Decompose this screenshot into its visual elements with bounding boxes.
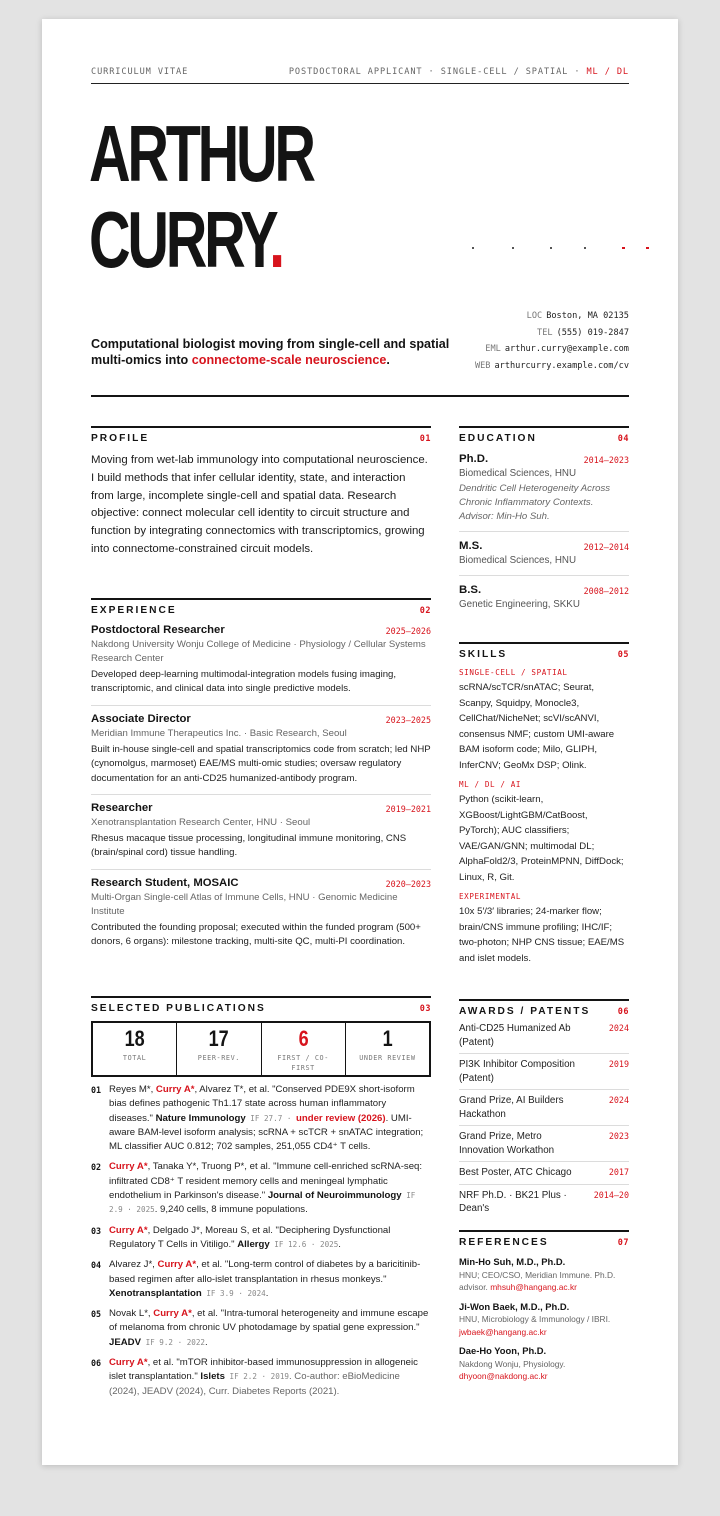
job-org: Meridian Immune Therapeutics Inc. · Basic Research, Seoul: [91, 727, 347, 739]
job-org: Xenotransplantation Research Center, HNU · Seoul: [91, 817, 311, 829]
award-item: NRF Ph.D. · BK21 Plus · Dean's 2014–20: [459, 1189, 629, 1214]
job-org: Nakdong University Wonju College of Medicine · Physiology / Cellular Systems Research Center: [91, 639, 426, 664]
journal-name: Xenotransplantation: [109, 1287, 202, 1299]
profile-text: Moving from wet-lab immunology into computational neuroscience. I build methods that infer cellular identity, state, and interaction from large, incomplete single-cell and spatial data. Research objective: connect molecular cell identity to circuit structure and function by integrating connectomics with transcriptomics, growing into connectome-constrained circuit models.: [91, 454, 428, 555]
contact-email[interactable]: EML arthur.curry@example.com: [485, 344, 629, 354]
publication-item: 05 Novak L*, Curry A*, et al. "Intra-tumoral heterogeneity and immune escape of melanoma from chronic UV photodamage by spatial gene expression." JEADV IF 9.2 · 2022.: [91, 1308, 429, 1348]
reference-name: Min-Ho Suh, M.D., Ph.D.: [459, 1256, 566, 1267]
skill-items: Python (scikit-learn, XGBoost/LightGBM/CatBoost, PyTorch); AUC classifiers; VAE/GAN/GNN; multimodal DL; AlphaFold2/3, ProteinMPNN, DiffDock; Linux, R, Git.: [459, 794, 624, 883]
job-desc: Built in-house single-cell and spatial transcriptomics code from scratch; led NHP (cynomolgus, marmoset) EAE/MS multi-omic studies; oversaw regulatory documentation for an anti-CD25 humanized-antibody program.: [91, 743, 431, 784]
reference-email[interactable]: mhsuh@hangang.ac.kr: [490, 1282, 577, 1292]
reference-name: Dae-Ho Yoon, Ph.D.: [459, 1345, 547, 1356]
degree: Ph.D. 2014–2023: [459, 453, 629, 465]
profile-section: [91, 426, 431, 559]
name-first: ARTHUR: [89, 109, 313, 198]
contact-phone[interactable]: TEL (555) 019-2847: [537, 327, 629, 338]
references-section: [459, 1230, 629, 1383]
awards-section: [459, 999, 629, 1220]
reference-affiliation: HNU, Microbiology & Immunology / IBRI. jwbaek@hangang.ac.kr: [459, 1314, 611, 1337]
stat-under-review: 1 UNDER REVIEW: [359, 1026, 416, 1062]
education-entry: [459, 445, 629, 532]
name-last-line: [89, 197, 313, 283]
award-item: Grand Prize, Metro Innovation Workathon 2023: [459, 1126, 629, 1162]
reference-entry: [459, 1301, 629, 1339]
candidate-name: [89, 111, 313, 283]
education-entry: [459, 576, 629, 619]
award-item: Best Poster, ATC Chicago 2017: [459, 1162, 629, 1185]
journal-name: Islets: [200, 1371, 225, 1383]
job-title: Research Student, MOSAIC 2020–2023: [91, 876, 431, 889]
thesis: Dendritic Cell Heterogeneity Across Chronic Inflammatory Contexts. Advisor: Min-Ho Suh.: [459, 483, 611, 522]
award-item: Grand Prize, AI Builders Hackathon 2024: [459, 1090, 629, 1126]
publication-item: 01 Reyes M*, Curry A*, Alvarez T*, et al. "Conserved PDE9X short-isoform bias defines pathogenic Th1.17 state across human inflammatory diseases." Nature Immunology IF 27.7 · under review (2026). UMI-aware BAM-level isoform analysis; scRNA + scTCR + snATAC integration; ML classifier AUC 0.812; 702 samples, 251,055 CD4⁺ T cells.: [91, 1084, 424, 1153]
doc-type-label: CURRICULUM VITAE: [91, 67, 189, 77]
tagline: Computational biologist moving from single-cell and spatial multi-omics into connectome-scale neuroscience.: [91, 337, 450, 367]
resume-page: [42, 19, 678, 1465]
review-status: under review (2026): [296, 1112, 386, 1124]
experience-section: [91, 598, 431, 958]
journal-name: Nature Immunology: [155, 1112, 246, 1124]
publication-stats: [91, 1021, 431, 1077]
publication-item: 03 Curry A*, Delgado J*, Moreau S, et al. "Deciphering Dysfunctional Regulatory T Cells in Vitiligo." Allergy IF 12.6 · 2025.: [91, 1224, 391, 1250]
job-entry: [91, 795, 431, 870]
role-text: POSTDOCTORAL APPLICANT · SINGLE-CELL / SPATIAL ·: [288, 67, 581, 77]
stat-peer-reviewed: 17 PEER-REV.: [177, 1023, 261, 1075]
stat-total: 18 TOTAL: [93, 1023, 177, 1075]
job-dates: 2019–2021: [385, 804, 431, 815]
job-dates: 2025–2026: [385, 626, 431, 636]
job-title: Researcher 2019–2021: [91, 802, 431, 815]
reference-entry: [459, 1345, 629, 1383]
name-dot: .: [269, 195, 282, 284]
reference-entry: [459, 1256, 629, 1294]
section-heading: AWARDS / PATENTS 06: [459, 999, 629, 1018]
job-desc: Contributed the founding proposal; executed within the funded program (500+ donors, 6 organs): milestone tracking, multi-site QC, multi-PI coordination.: [91, 921, 421, 948]
reference-affiliation: Nakdong Wonju, Physiology. dhyoon@nakdong.ac.kr: [459, 1358, 566, 1381]
education-section: [459, 426, 629, 619]
degree: B.S. 2008–2012: [459, 584, 629, 596]
reference-email[interactable]: dhyoon@nakdong.ac.kr: [459, 1371, 548, 1381]
section-heading: PROFILE 01: [91, 426, 431, 445]
job-dates: 2020–2023: [385, 878, 431, 889]
job-org: Multi-Organ Single-cell Atlas of Immune Cells, HNU · Genomic Medicine Institute: [91, 891, 398, 917]
skill-items: scRNA/scTCR/snATAC; Seurat, Scanpy, Squidpy, Monocle3, CellChat/NicheNet; scVI/scANVI, consensus NMF; custom UMI-aware BAM isoform code; Milo, GLIPH, InferCNV; GeoMx DSP; Olink.: [459, 682, 615, 771]
header-bar: [91, 67, 629, 84]
name-last: CURRY: [89, 195, 270, 284]
section-heading: REFERENCES 07: [459, 1230, 629, 1249]
degree-field: Biomedical Sciences, HNU: [459, 555, 577, 566]
job-title: Postdoctoral Researcher 2025–2026: [91, 624, 431, 636]
education-entry: [459, 532, 629, 576]
journal-name: JEADV: [109, 1336, 141, 1348]
award-item: Anti-CD25 Humanized Ab (Patent) 2024: [459, 1018, 629, 1054]
publication-item: 06 Curry A*, et al. "mTOR inhibitor-based immunosuppression in allogeneic islet transplantation." Islets IF 2.2 · 2019. Co-author: eBioMedicine (2024), JEADV (2024), Curr. Diabetes Reports (2021).: [91, 1357, 418, 1397]
reference-affiliation: HNU; CEO/CSO, Meridian Immune. Ph.D. advisor. mhsuh@hangang.ac.kr: [459, 1269, 616, 1292]
decorative-marks: [472, 247, 652, 253]
award-item: PI3K Inhibitor Composition (Patent) 2019: [459, 1054, 629, 1090]
section-heading: SKILLS 05: [459, 642, 629, 661]
publication-item: 04 Alvarez J*, Curry A*, et al. "Long-term control of diabetes by a baricitinib-based regimen after allo-islet transplantation in rhesus monkeys." Xenotransplantation IF 3.9 · 2024.: [91, 1259, 421, 1299]
journal-name: Journal of Neuroimmunology: [267, 1190, 402, 1202]
job-entry: [91, 706, 431, 795]
job-dates: 2023–2025: [385, 714, 431, 725]
reference-name: Ji-Won Baek, M.D., Ph.D.: [459, 1300, 570, 1312]
section-heading: EDUCATION 04: [459, 426, 629, 445]
journal-name: Allergy: [237, 1238, 270, 1250]
role-accent: ML / DL: [586, 67, 629, 77]
degree-field: Genetic Engineering, SKKU: [459, 599, 580, 610]
job-desc: Developed deep-learning multimodal-integration models fusing imaging, transcriptomic, and clinical data into single predictive models.: [91, 669, 397, 695]
publication-item: 02 Curry A*, Tanaka Y*, Truong P*, et al. "Immune cell-enriched scRNA-seq: infiltrated CD8⁺ T resident memory cells and meningeal lymphatic endothelium in Parkinson's disease." Journal of Neuroimmunology IF 2.9 · 2025. 9,240 cells, 8 immune populations.: [91, 1161, 423, 1216]
header-divider: [91, 395, 629, 397]
contact-location: LOC Boston, MA 02135: [526, 311, 629, 321]
skill-category: EXPERIMENTAL: [459, 892, 522, 901]
job-title: Associate Director 2023–2025: [91, 712, 431, 725]
degree: M.S. 2012–2014: [459, 540, 629, 552]
section-heading: SELECTED PUBLICATIONS 03: [91, 996, 431, 1015]
contact-website[interactable]: WEB arthurcurry.example.com/cv: [474, 360, 629, 371]
section-heading: EXPERIENCE 02: [91, 598, 431, 617]
applicant-role-label: [289, 67, 629, 77]
skills-section: [459, 642, 629, 966]
contact-block: [475, 308, 629, 374]
job-desc: Rhesus macaque tissue processing, longitudinal immune monitoring, CNS (brain/spinal cord) tissue handling.: [91, 833, 407, 859]
degree-field: Biomedical Sciences, HNU: [459, 468, 577, 479]
stat-first-author: 6 FIRST / CO-FIRST: [262, 1023, 346, 1075]
job-entry: [91, 617, 431, 706]
skill-category: ML / DL / AI: [459, 780, 522, 789]
tagline-highlight: connectome-scale neuroscience: [191, 353, 387, 367]
job-entry: [91, 870, 431, 958]
skill-items: 10x 5′/3′ libraries; 24-marker flow; brain/CNS immune profiling; IHC/IF; two-photon; NHP CNS tissue; EAE/MS and islet models.: [459, 906, 625, 964]
skill-category: SINGLE-CELL / SPATIAL: [459, 668, 568, 677]
publications-section: [91, 996, 431, 1399]
reference-email[interactable]: jwbaek@hangang.ac.kr: [459, 1326, 547, 1337]
